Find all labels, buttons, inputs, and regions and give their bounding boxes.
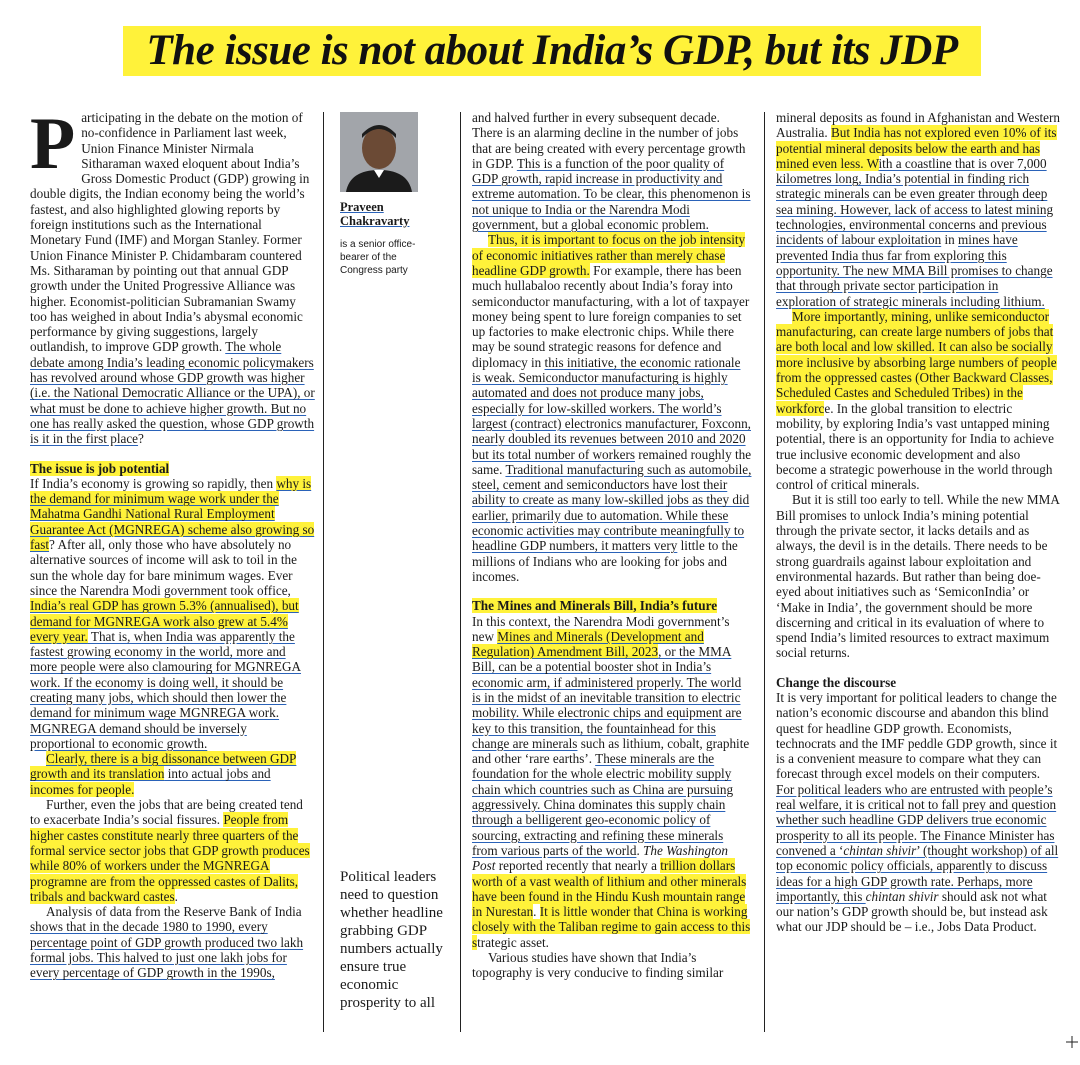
- underlined-text: These minerals are the foundation for the whole electric mobility supply chain which countries such as China are pursuing aggressively. China dominates this supply chain through a belligerent geo-economic policy of sourcing, extracting and refining these minerals from various parts of the world: [472, 751, 734, 858]
- underlined-text: this initiative, the economic rationale is weak. Semiconductor manufacturing is highly automated and does not produce many jobs, especially for low-skilled workers. The world’s largest (contract) electronics manufacturer, Foxconn, nearly doubled its revenues between 2010 and 2020 but its total number of workers: [472, 354, 751, 462]
- article-column-4: [776, 110, 1061, 935]
- headline: The issue is not about India’s GDP, but its JDP: [123, 26, 981, 76]
- text-run: For example, there has been much hullabaloo recently about India’s foray into semiconductor manufacturing, with a lot of taxpayer money being spent to lure foreign companies to set up factories to make electronic chips. While there may be sound strategic reasons for defence and diplomacy in: [472, 262, 750, 370]
- subheading: Change the discourse: [776, 674, 897, 690]
- italic-text: The Washington Post: [472, 842, 728, 874]
- text-run: .: [533, 904, 540, 920]
- highlighted-text: India’s real GDP has grown 5.3% (annualised), but demand for MGNREGA work also grew at 5.4% every year.: [30, 598, 299, 644]
- text-run: trategic asset.: [477, 934, 549, 950]
- text-run: articipating in the debate on the motion of no-confidence in Parliament last week, Union Finance Minister Nirmala Sitharaman waxed eloquent about India’s Gross Domestic Product (GDP) growing in double digits, the Indian economy being the world’s fastest, and also highlighted glowing reports by foreign institutions such as the International Monetary Fund (IMF) and Morgan Stanley. Former Union Finance Minister P. Chidambaram countered Ms. Sitharaman by pointing out that annual GDP growth under the United Progressive Alliance was higher. Economist-politician Subramanian Swamy too has weighed in about India’s abysmal economic performance by giving suggestions, largely outlandish, to improve GDP growth.: [30, 110, 310, 355]
- author-bio: is a senior office-bearer of the Congress party: [340, 239, 416, 276]
- underlined-text: ’ (thought workshop) of all top economic policy officials, apparently to discuss ideas for a high GDP growth rate. Perhaps, more importantly, this: [776, 842, 1059, 904]
- underlined-text: , or the MMA Bill, can be a potential booster shot in India’s economic arm, if administered properly. The world is in the midst of an inevitable transition to electric mobility. While electronic chips and equipment are key to this transition, the fountainhead for this change are minerals: [472, 644, 742, 751]
- subheading: The issue is job potential: [30, 460, 170, 476]
- paragraph: [30, 751, 315, 797]
- crosshair-icon: [1066, 1036, 1078, 1048]
- highlighted-text: It is little wonder that China is working closely with the Taliban regime to gain access to this s: [472, 904, 751, 950]
- paragraph: Various studies have shown that India’s topography is very conducive to finding similar: [472, 950, 724, 981]
- text-run: .: [174, 888, 178, 904]
- paragraph: [472, 110, 752, 232]
- text-run: mineral deposits as found in Afghanistan and Western Australia.: [776, 110, 1060, 141]
- highlighted-text: But India has not explored even 10% of its potential mineral deposits below the earth and has mined even less. W: [776, 125, 1057, 171]
- subheading: The Mines and Minerals Bill, India’s future: [472, 598, 718, 614]
- underlined-text: This is a function of the poor quality of GDP growth, rapid increase in productivity and extreme automation. To be clear, this phenomenon is not unique to India or the Narendra Modi government, but a global economic problem.: [472, 155, 751, 233]
- underlined-text: The whole debate among India’s leading economic policymakers has revolved around whose GDP growth was higher (i.e. the National Democratic Alliance or the UPA), or what must be done to achieve higher growth. But no one has really asked the question, whose GDP growth is it in the first place: [30, 339, 315, 447]
- text-run: in: [941, 232, 959, 248]
- underlined-text: mines have prevented India thus far from exploring this opportunity. The new MMA Bill promises to change that through private sector participation in exploration of strategic minerals including lithium.: [776, 232, 1053, 309]
- underlined-text: shows that in the decade 1980 to 1990, every percentage point of GDP growth produced two lakh formal jobs. This halved to just one lakh jobs for every percentage of GDP growth in the 1990s,: [30, 919, 304, 981]
- column-divider: [764, 112, 765, 1032]
- column-divider: [460, 112, 461, 1032]
- pull-quote: Political leaders need to question whether headline grabbing GDP numbers actually ensure true economic prosperity to all: [340, 869, 443, 1011]
- underlined-text: That is, when India was apparently the fastest growing economy in the world, more and more people were also clamouring for MGNREGA work. If the economy is doing well, it should be creating many jobs, which should then lower the demand for minimum wage MGNREGA work. MGNREGA demand should be inversely proportional to economic growth.: [30, 628, 302, 751]
- text-run: reported recently that nearly a: [495, 858, 661, 874]
- text-run: .: [636, 842, 644, 858]
- paragraph: But it is still too early to tell. While the new MMA Bill promises to unlock India’s mining potential through the private sector, it lacks details and as always, the devil is in the details. There needs to be strong guardrails against labour exploitation and environmental hazards. But rather than being doe-eyed about initiatives such as ‘SemiconIndia’ or ‘Make in India’, the government should be more discerning and critical in its evaluation of where to spend India’s limited resources to extract maximum social returns.: [776, 492, 1060, 661]
- underlined-text: Traditional manufacturing such as automobile, steel, cement and semiconductors have lost their ability to create as many low-skilled jobs as they did earlier, primarily due to automation. While these economic activities may contribute meaningfully to headline GDP numbers, it matters very: [472, 461, 752, 554]
- text-run: such as lithium, cobalt, graphite and other ‘rare earths’.: [472, 735, 750, 767]
- highlighted-text: Mines and Minerals (Development and Regulation) Amendment Bill, 2023: [472, 628, 704, 660]
- highlighted-text: Thus, it is important to focus on the job intensity of economic initiatives rather than merely chase headline GDP growth.: [472, 232, 746, 278]
- highlighted-text: People from higher castes constitute nearly three quarters of the formal service sector jobs that GDP growth produces while 80% of workers under the MGNREGA programne are from the oppressed castes of Dalits, tribals and backward castes: [30, 812, 310, 904]
- author-photo: [340, 112, 418, 192]
- highlighted-text: Clearly, there is a big dissonance between GDP growth and its translation: [30, 751, 297, 782]
- paragraph: [472, 614, 752, 951]
- paragraph: [30, 797, 315, 904]
- paragraph: [30, 103, 315, 447]
- paragraph: [30, 476, 315, 751]
- paragraph: [30, 904, 315, 980]
- text-run: should ask not what our nation’s GDP growth should be, but instead ask what our JDP should be – i.e., Jobs Data Product.: [776, 888, 1048, 935]
- text-run: remained roughly the same.: [472, 446, 752, 477]
- paragraph: [776, 690, 1061, 935]
- highlighted-text: trillion dollars worth of a vast wealth of lithium and other minerals have been found in the Hindu Kush mountain range in Nurestan: [472, 858, 747, 920]
- paragraph: [776, 110, 1061, 309]
- drop-cap: P: [30, 103, 76, 185]
- text-run: If India’s economy is growing so rapidly, then: [30, 475, 277, 491]
- text-run: and halved further in every subsequent decade. There is an alarming decline in the number of jobs that are being created with every percentage growth in GDP.: [472, 110, 746, 171]
- text-run: e. In the global transition to electric mobility, by exploring India’s vast untapped mining potential, there is an opportunity for India to achieve true inclusive economic development and also become a strategic powerhouse in the world through control of critical minerals.: [776, 400, 1054, 493]
- paragraph: [776, 309, 1061, 493]
- underlined-text: For political leaders who are entrusted with people’s real welfare, it is critical not to fall prey and question whether such headline GDP delivers true economic prosperity to all its people. The Finance Minister has convened a ‘: [776, 781, 1057, 858]
- article-column-1: [30, 103, 315, 981]
- italic-text: chintan shivir: [865, 888, 939, 904]
- highlighted-text: More importantly, mining, unlike semiconductor manufacturing, can create large numbers of jobs that are both local and low skilled. It can also be socially more inclusive by absorbing large numbers of people from the oppressed castes (Other Backward Classes, Scheduled Castes and Scheduled Tribes) in the workforc: [776, 308, 1057, 416]
- text-run: ?: [138, 431, 144, 447]
- highlighted-text: incomes for people.: [30, 781, 135, 797]
- highlighted-text: why is the demand for minimum wage work under the Mahatma Gandhi National Rural Employment Guarantee Act (MGNREGA) scheme also growing so fast: [30, 475, 315, 553]
- underlined-text: into actual jobs and: [164, 766, 271, 782]
- paragraph: [472, 232, 752, 584]
- text-run: Analysis of data from the Reserve Bank of India: [46, 904, 302, 920]
- article-column-3: [472, 110, 752, 981]
- text-run: little to the millions of Indians who are looking for jobs and incomes.: [472, 538, 738, 584]
- text-run: ? After all, only those who have absolutely no alternative sources of income will ask to toil in the sun the whole day for bare minimum wages. Ever since the Narendra Modi government took office,: [30, 537, 297, 598]
- text-run: It is very important for political leaders to change the nation’s economic discourse and abandon this blind quest for headline GDP growth. Economists, technocrats and the IMF peddle GDP growth, since it is a convenient measure to compare what they can forecast through excel models on their computers.: [776, 689, 1058, 782]
- column-divider: [323, 112, 324, 1032]
- underlined-text: ith a coastline that is over 7,000 kilometres long, India’s potential in finding rich strategic minerals can be even greater through deep sea mining. However, lack of access to latest mining technologies, environmental concerns and previous incidents of labour exploitation: [776, 155, 1054, 248]
- text-run: Further, even the jobs that are being created tend to exacerbate India’s social fissures.: [30, 797, 303, 828]
- italic-text: chintan shivir: [843, 842, 917, 858]
- text-run: In this context, the Narendra Modi government’s new: [472, 613, 730, 644]
- author-name: Praveen Chakravarty: [340, 200, 410, 228]
